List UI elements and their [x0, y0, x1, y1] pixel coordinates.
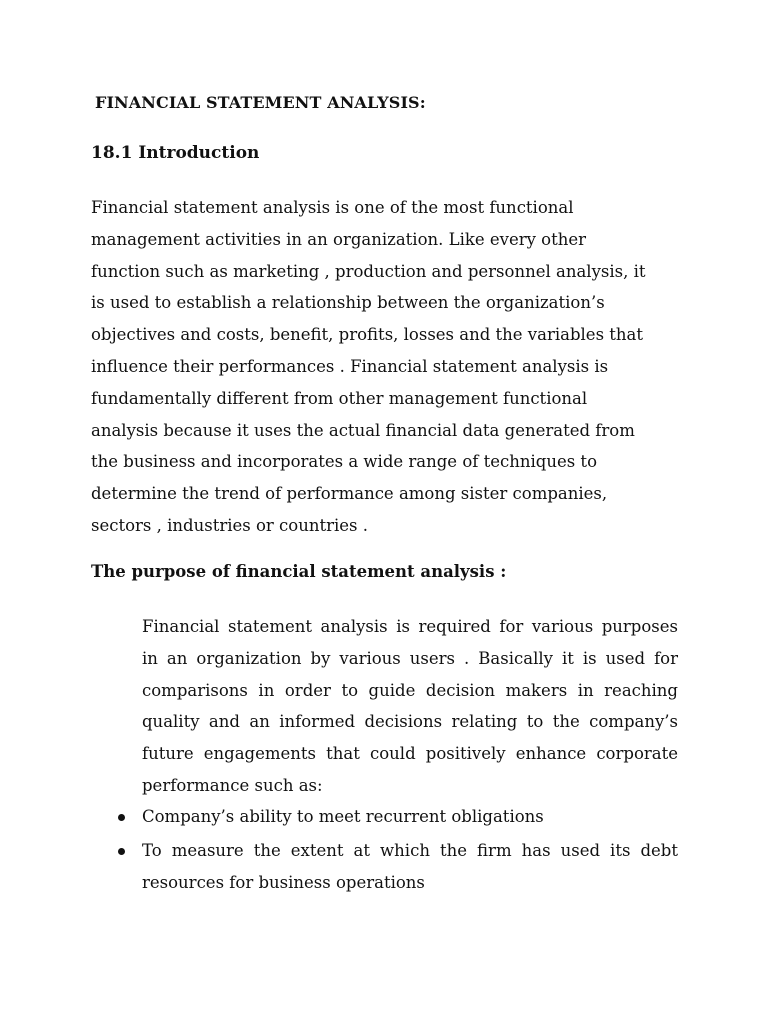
bullet-item	[108, 835, 678, 899]
purpose-line: future engagements that could positively enhance corporate	[142, 744, 678, 764]
purpose-line: Financial statement analysis is required for various purposes	[142, 617, 678, 636]
bullet-line: To measure the extent at which the firm has used its debt	[142, 840, 678, 860]
section-heading: 18.1 Introduction	[91, 143, 260, 163]
intro-line: influence their performances . Financial statement analysis is	[91, 356, 609, 376]
purpose-paragraph	[142, 611, 678, 802]
intro-line: management activities in an organization. Like every other	[91, 229, 587, 249]
intro-line: fundamentally different from other management functional	[91, 388, 588, 408]
purpose-heading: The purpose of financial statement analysis :	[91, 562, 507, 581]
intro-line: Financial statement analysis is one of the most functional	[91, 198, 574, 217]
purpose-bullet-list	[108, 801, 678, 900]
intro-line: objectives and costs, benefit, profits, losses and the variables that	[91, 325, 644, 345]
purpose-line: in an organization by various users . Basically it is used for	[142, 648, 678, 668]
intro-paragraph	[91, 192, 691, 542]
intro-line: determine the trend of performance among sister companies,	[91, 484, 608, 504]
bullet-line: Company’s ability to meet recurrent obligations	[142, 807, 544, 826]
purpose-line: comparisons in order to guide decision makers in reaching	[142, 680, 678, 700]
bullet-line: resources for business operations	[142, 872, 425, 892]
purpose-line: performance such as:	[142, 775, 323, 795]
bullet-icon	[118, 814, 125, 821]
purpose-line: quality and an informed decisions relating to the company’s	[142, 712, 678, 732]
intro-line: the business and incorporates a wide range of techniques to	[91, 452, 597, 472]
bullet-item	[108, 801, 678, 833]
intro-line: is used to establish a relationship between the organization’s	[91, 293, 605, 313]
intro-line: analysis because it uses the actual financial data generated from	[91, 420, 635, 440]
document-title: FINANCIAL STATEMENT ANALYSIS:	[95, 93, 426, 112]
bullet-icon	[118, 848, 125, 855]
intro-line: sectors , industries or countries .	[91, 515, 368, 535]
intro-line: function such as marketing , production and personnel analysis, it	[91, 261, 646, 281]
